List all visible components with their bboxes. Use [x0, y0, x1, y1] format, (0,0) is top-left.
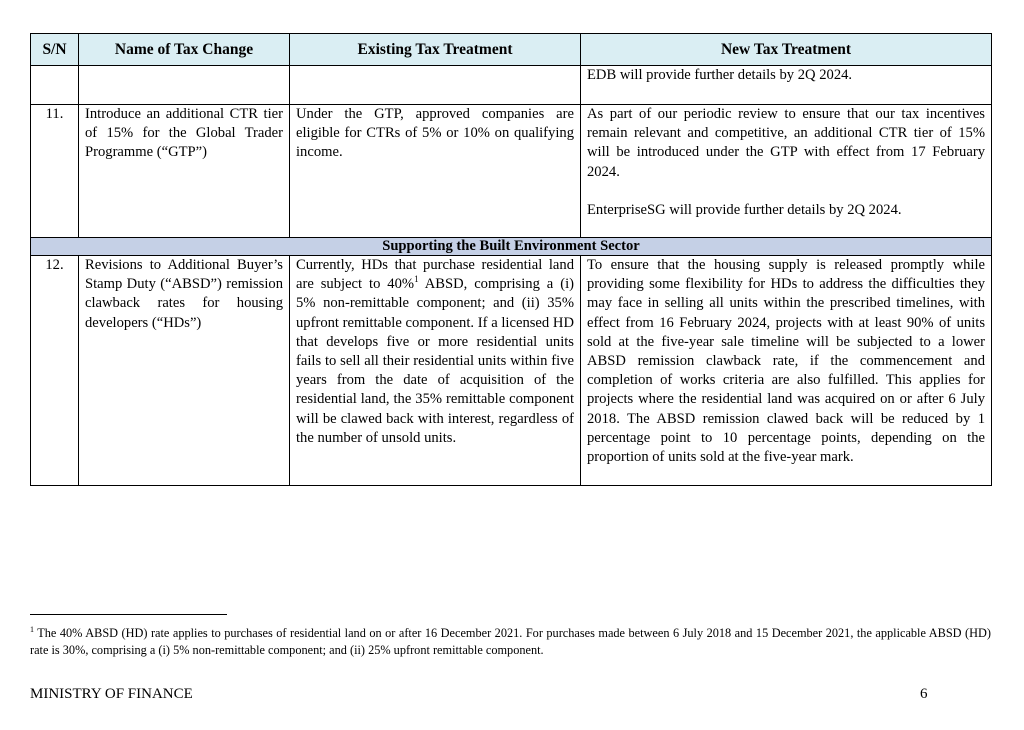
header-name: Name of Tax Change	[79, 34, 290, 66]
header-new: New Tax Treatment	[581, 34, 992, 66]
row12-existing	[290, 256, 581, 486]
page-number: 6	[920, 686, 928, 702]
row11-new-para2: EnterpriseSG will provide further details by 2Q 2024.	[587, 201, 902, 218]
row11-name: Introduce an additional CTR tier of 15% for the Global Trader Programme (“GTP”)	[79, 105, 290, 238]
table-row-continued	[31, 66, 992, 105]
row11-sn: 11.	[31, 105, 79, 238]
section-title: Supporting the Built Environment Sector	[31, 238, 992, 256]
row11-existing: Under the GTP, approved companies are eligible for CTRs of 5% or 10% on qualifying income.	[290, 105, 581, 238]
row12-sn: 12.	[31, 256, 79, 486]
row12-existing-part2: ABSD, comprising a (i) 5% non-remittable component; and (ii) 35% upfront remittable component. If a licensed HD that develops five or more residential units fails to sell all their residential units within five years from the date of acquisition of the residential land, the 35% remittable component will be clawed back with interest, regardless of the number of unsold units.	[296, 276, 574, 446]
row11-new-para1: As part of our periodic review to ensure that our tax incentives remain relevant and competitive, an additional CTR tier of 15% will be introduced under the GTP with effect from 17 February 2024.	[587, 106, 985, 180]
cont-existing-cell	[290, 66, 581, 105]
footnote-marker: 1	[30, 625, 34, 634]
table-row-12	[31, 256, 992, 486]
cont-sn-cell	[31, 66, 79, 105]
footnote-text: The 40% ABSD (HD) rate applies to purchases of residential land on or after 16 December 2021. For purchases made between 6 July 2018 and 15 December 2021, the applicable ABSD (HD) rate is 30%, comprising a (i) 5% non-remittable component; and (ii) 25% upfront remittable component.	[30, 626, 991, 658]
footnote	[30, 621, 991, 659]
header-sn: S/N	[31, 34, 79, 66]
footer-ministry: MINISTRY OF FINANCE	[30, 686, 193, 702]
tax-changes-table	[30, 33, 992, 486]
table-row-11	[31, 105, 992, 238]
cont-name-cell	[79, 66, 290, 105]
row12-name: Revisions to Additional Buyer’s Stamp Duty (“ABSD”) remission clawback rates for housing developers (“HDs”)	[79, 256, 290, 486]
section-row	[31, 238, 992, 256]
row12-new: To ensure that the housing supply is released promptly while providing some flexibility for HDs to address the difficulties they may face in selling all units within the prescribed timelines, with effect from 16 February 2024, projects with at least 90% of units sold at the five-year sale timeline will be subjected to a lower ABSD remission clawback rate, if the commencement and completion of works criteria are also fulfilled. This applies for projects where the residential land was acquired on or after 6 July 2018. The ABSD remission clawed back will be reduced by 1 percentage point to 10 percentage points, depending on the proportion of units sold at the five-year mark.	[581, 256, 992, 486]
table-header-row	[31, 34, 992, 66]
header-existing: Existing Tax Treatment	[290, 34, 581, 66]
row11-new-cell	[581, 105, 992, 238]
row12-existing-part1: Currently, HDs that purchase residential land are subject to 40%	[296, 257, 574, 293]
footnote-divider	[30, 614, 227, 615]
cont-new-cell: EDB will provide further details by 2Q 2024.	[581, 66, 992, 105]
footnote-reference: 1	[414, 274, 419, 285]
